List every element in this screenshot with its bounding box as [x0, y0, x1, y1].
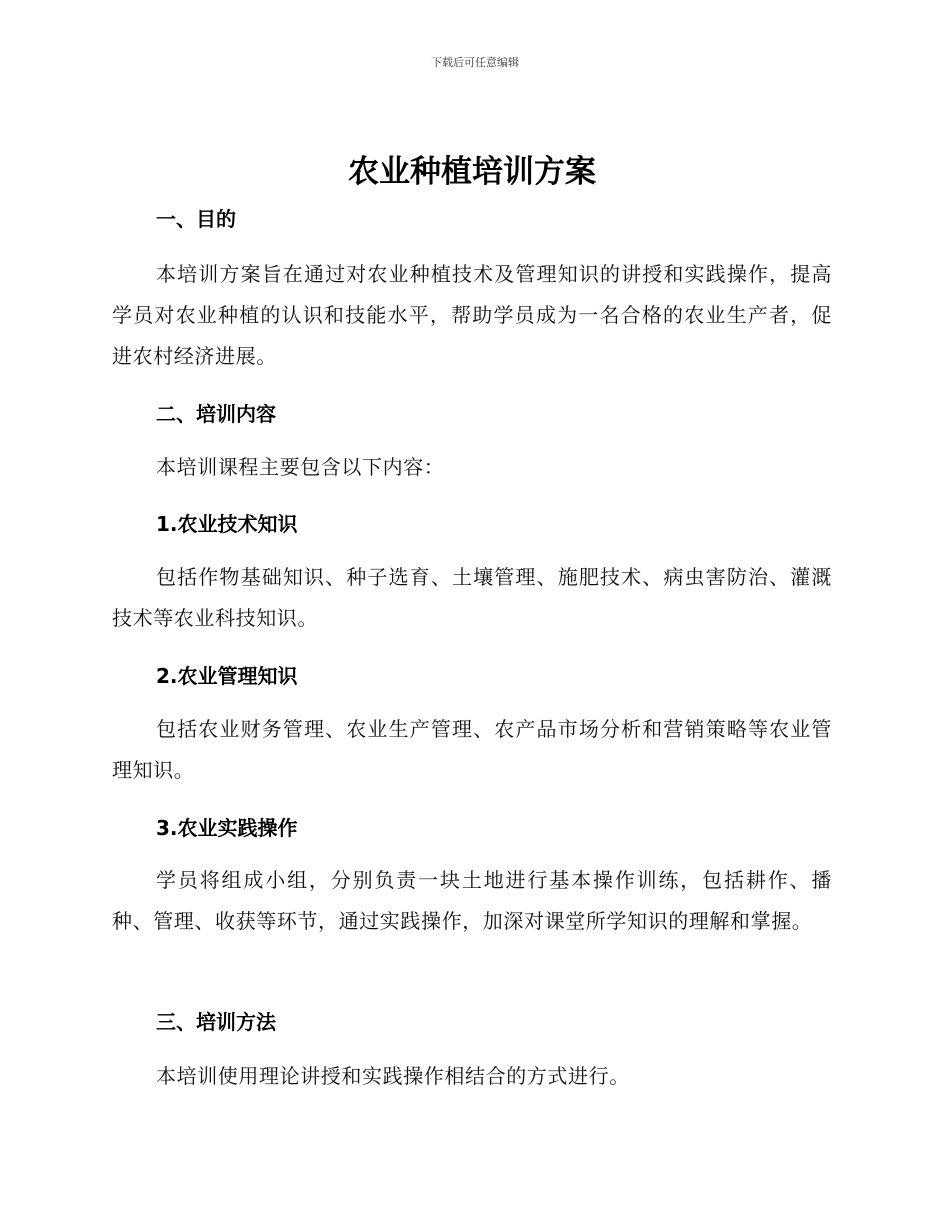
section-heading-content: 二、培训内容 [156, 402, 276, 426]
subheading-agri-management: 2.农业管理知识 [156, 664, 298, 688]
paragraph-agri-tech: 包括作物基础知识、种子选育、土壤管理、施肥技术、病虫害防治、灌溉技术等农业科技知识。 [112, 565, 832, 630]
paragraph-content-intro: 本培训课程主要包含以下内容： [156, 455, 445, 479]
paragraph-agri-practice: 学员将组成小组，分别负责一块土地进行基本操作训练，包括耕作、播种、管理、收获等环节，通过实践操作，加深对课堂所学知识的理解和掌握。 [112, 868, 832, 933]
section-heading-method: 三、培训方法 [156, 1010, 276, 1034]
paragraph-purpose: 本培训方案旨在通过对农业种植技术及管理知识的讲授和实践操作，提高学员对农业种植的认识和技能水平，帮助学员成为一名合格的农业生产者，促进农村经济进展。 [112, 262, 832, 368]
paragraph-method: 本培训使用理论讲授和实践操作相结合的方式进行。 [156, 1064, 630, 1088]
paragraph-agri-management: 包括农业财务管理、农业生产管理、农产品市场分析和营销策略等农业管理知识。 [112, 717, 832, 782]
section-heading-purpose: 一、目的 [156, 207, 236, 231]
header-note: 下载后可任意编辑 [431, 56, 519, 69]
document-title: 农业种植培训方案 [348, 154, 596, 190]
subheading-agri-tech: 1.农业技术知识 [156, 512, 298, 536]
subheading-agri-practice: 3.农业实践操作 [156, 816, 298, 840]
